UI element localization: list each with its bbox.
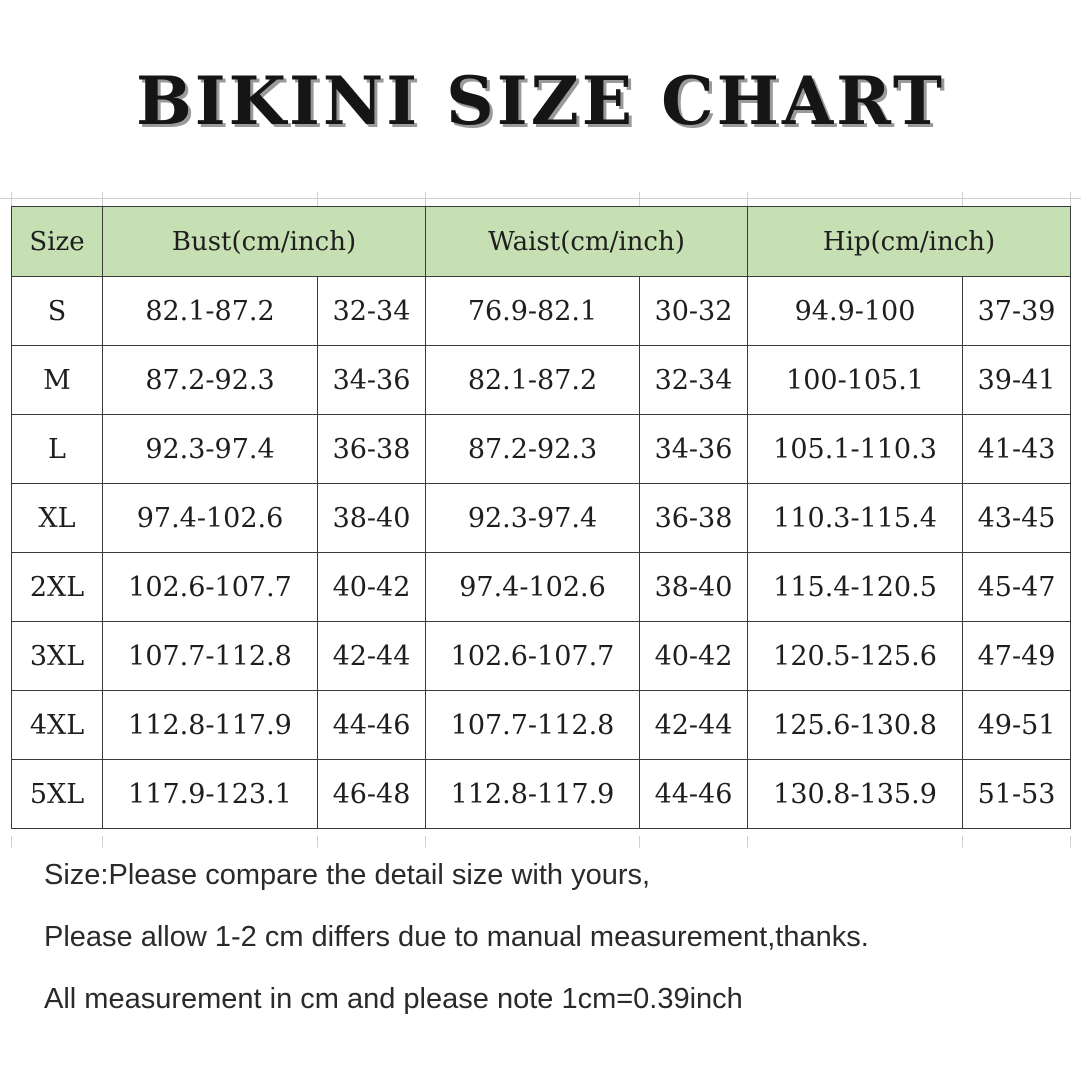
- gridline: [747, 192, 748, 206]
- hip-cm-cell: 94.9-100: [748, 277, 963, 346]
- hip-cm-cell: 100-105.1: [748, 346, 963, 415]
- table-row: [12, 760, 1071, 829]
- hip-cm-cell: 130.8-135.9: [748, 760, 963, 829]
- bust-inch-cell: 34-36: [318, 346, 426, 415]
- header-row: [12, 207, 1071, 277]
- bust-inch-cell: 40-42: [318, 553, 426, 622]
- waist-inch-cell: 30-32: [640, 277, 748, 346]
- hip-inch-cell: 45-47: [963, 553, 1071, 622]
- waist-cm-cell: 107.7-112.8: [426, 691, 640, 760]
- note-line: All measurement in cm and please note 1cm=0.39inch: [44, 983, 743, 1015]
- bust-inch-cell: 42-44: [318, 622, 426, 691]
- bust-inch-cell: 36-38: [318, 415, 426, 484]
- gridline: [962, 192, 963, 206]
- waist-cm-cell: 76.9-82.1: [426, 277, 640, 346]
- gridline: [102, 836, 103, 848]
- waist-inch-cell: 42-44: [640, 691, 748, 760]
- hip-cm-cell: 125.6-130.8: [748, 691, 963, 760]
- gridline: [962, 836, 963, 848]
- hip-cm-cell: 105.1-110.3: [748, 415, 963, 484]
- bust-cm-cell: 102.6-107.7: [103, 553, 318, 622]
- hip-cm-cell: 115.4-120.5: [748, 553, 963, 622]
- bust-inch-cell: 44-46: [318, 691, 426, 760]
- gridline: [11, 836, 12, 848]
- hip-inch-cell: 47-49: [963, 622, 1071, 691]
- bust-inch-cell: 38-40: [318, 484, 426, 553]
- waist-cm-cell: 112.8-117.9: [426, 760, 640, 829]
- waist-cm-cell: 97.4-102.6: [426, 553, 640, 622]
- hip-inch-cell: 39-41: [963, 346, 1071, 415]
- waist-inch-cell: 38-40: [640, 553, 748, 622]
- chart-title: BIKINI SIZE CHART: [136, 62, 945, 140]
- waist-inch-cell: 36-38: [640, 484, 748, 553]
- size-cell: 2XL: [12, 553, 103, 622]
- waist-inch-cell: 40-42: [640, 622, 748, 691]
- header-waist: Waist(cm/inch): [426, 207, 748, 277]
- header-hip: Hip(cm/inch): [748, 207, 1071, 277]
- table-row: [12, 415, 1071, 484]
- table-row: [12, 484, 1071, 553]
- table-body: [12, 277, 1071, 829]
- gridline: [639, 192, 640, 206]
- waist-inch-cell: 32-34: [640, 346, 748, 415]
- size-cell: L: [12, 415, 103, 484]
- hip-inch-cell: 49-51: [963, 691, 1071, 760]
- table-row: [12, 691, 1071, 760]
- bust-inch-cell: 32-34: [318, 277, 426, 346]
- bust-cm-cell: 107.7-112.8: [103, 622, 318, 691]
- size-cell: 3XL: [12, 622, 103, 691]
- hip-inch-cell: 37-39: [963, 277, 1071, 346]
- gridline: [11, 192, 12, 206]
- size-cell: M: [12, 346, 103, 415]
- bust-cm-cell: 87.2-92.3: [103, 346, 318, 415]
- table-row: [12, 622, 1071, 691]
- table-row: [12, 346, 1071, 415]
- waist-cm-cell: 92.3-97.4: [426, 484, 640, 553]
- hip-cm-cell: 110.3-115.4: [748, 484, 963, 553]
- waist-cm-cell: 82.1-87.2: [426, 346, 640, 415]
- bust-cm-cell: 117.9-123.1: [103, 760, 318, 829]
- table-row: [12, 553, 1071, 622]
- size-cell: XL: [12, 484, 103, 553]
- size-cell: 5XL: [12, 760, 103, 829]
- gridline: [747, 836, 748, 848]
- bust-cm-cell: 82.1-87.2: [103, 277, 318, 346]
- waist-inch-cell: 34-36: [640, 415, 748, 484]
- bust-cm-cell: 97.4-102.6: [103, 484, 318, 553]
- waist-inch-cell: 44-46: [640, 760, 748, 829]
- gridline: [102, 192, 103, 206]
- gridline: [1070, 836, 1071, 848]
- size-notes: [44, 854, 869, 1040]
- table-row: [12, 277, 1071, 346]
- gridline: [317, 192, 318, 206]
- gridline: [639, 836, 640, 848]
- header-size: Size: [12, 207, 103, 277]
- bust-cm-cell: 112.8-117.9: [103, 691, 318, 760]
- table-header: [12, 207, 1071, 277]
- gridline: [425, 836, 426, 848]
- gridline: [0, 198, 1081, 199]
- hip-cm-cell: 120.5-125.6: [748, 622, 963, 691]
- bust-inch-cell: 46-48: [318, 760, 426, 829]
- bust-cm-cell: 92.3-97.4: [103, 415, 318, 484]
- gridline: [317, 836, 318, 848]
- size-cell: 4XL: [12, 691, 103, 760]
- gridline: [1070, 192, 1071, 206]
- waist-cm-cell: 102.6-107.7: [426, 622, 640, 691]
- waist-cm-cell: 87.2-92.3: [426, 415, 640, 484]
- note-line: Please allow 1-2 cm differs due to manual measurement,thanks.: [44, 921, 869, 953]
- note-line: Size:Please compare the detail size with yours,: [44, 859, 651, 891]
- header-bust: Bust(cm/inch): [103, 207, 426, 277]
- hip-inch-cell: 51-53: [963, 760, 1071, 829]
- size-table: [11, 206, 1071, 829]
- hip-inch-cell: 43-45: [963, 484, 1071, 553]
- size-cell: S: [12, 277, 103, 346]
- gridline: [425, 192, 426, 206]
- hip-inch-cell: 41-43: [963, 415, 1071, 484]
